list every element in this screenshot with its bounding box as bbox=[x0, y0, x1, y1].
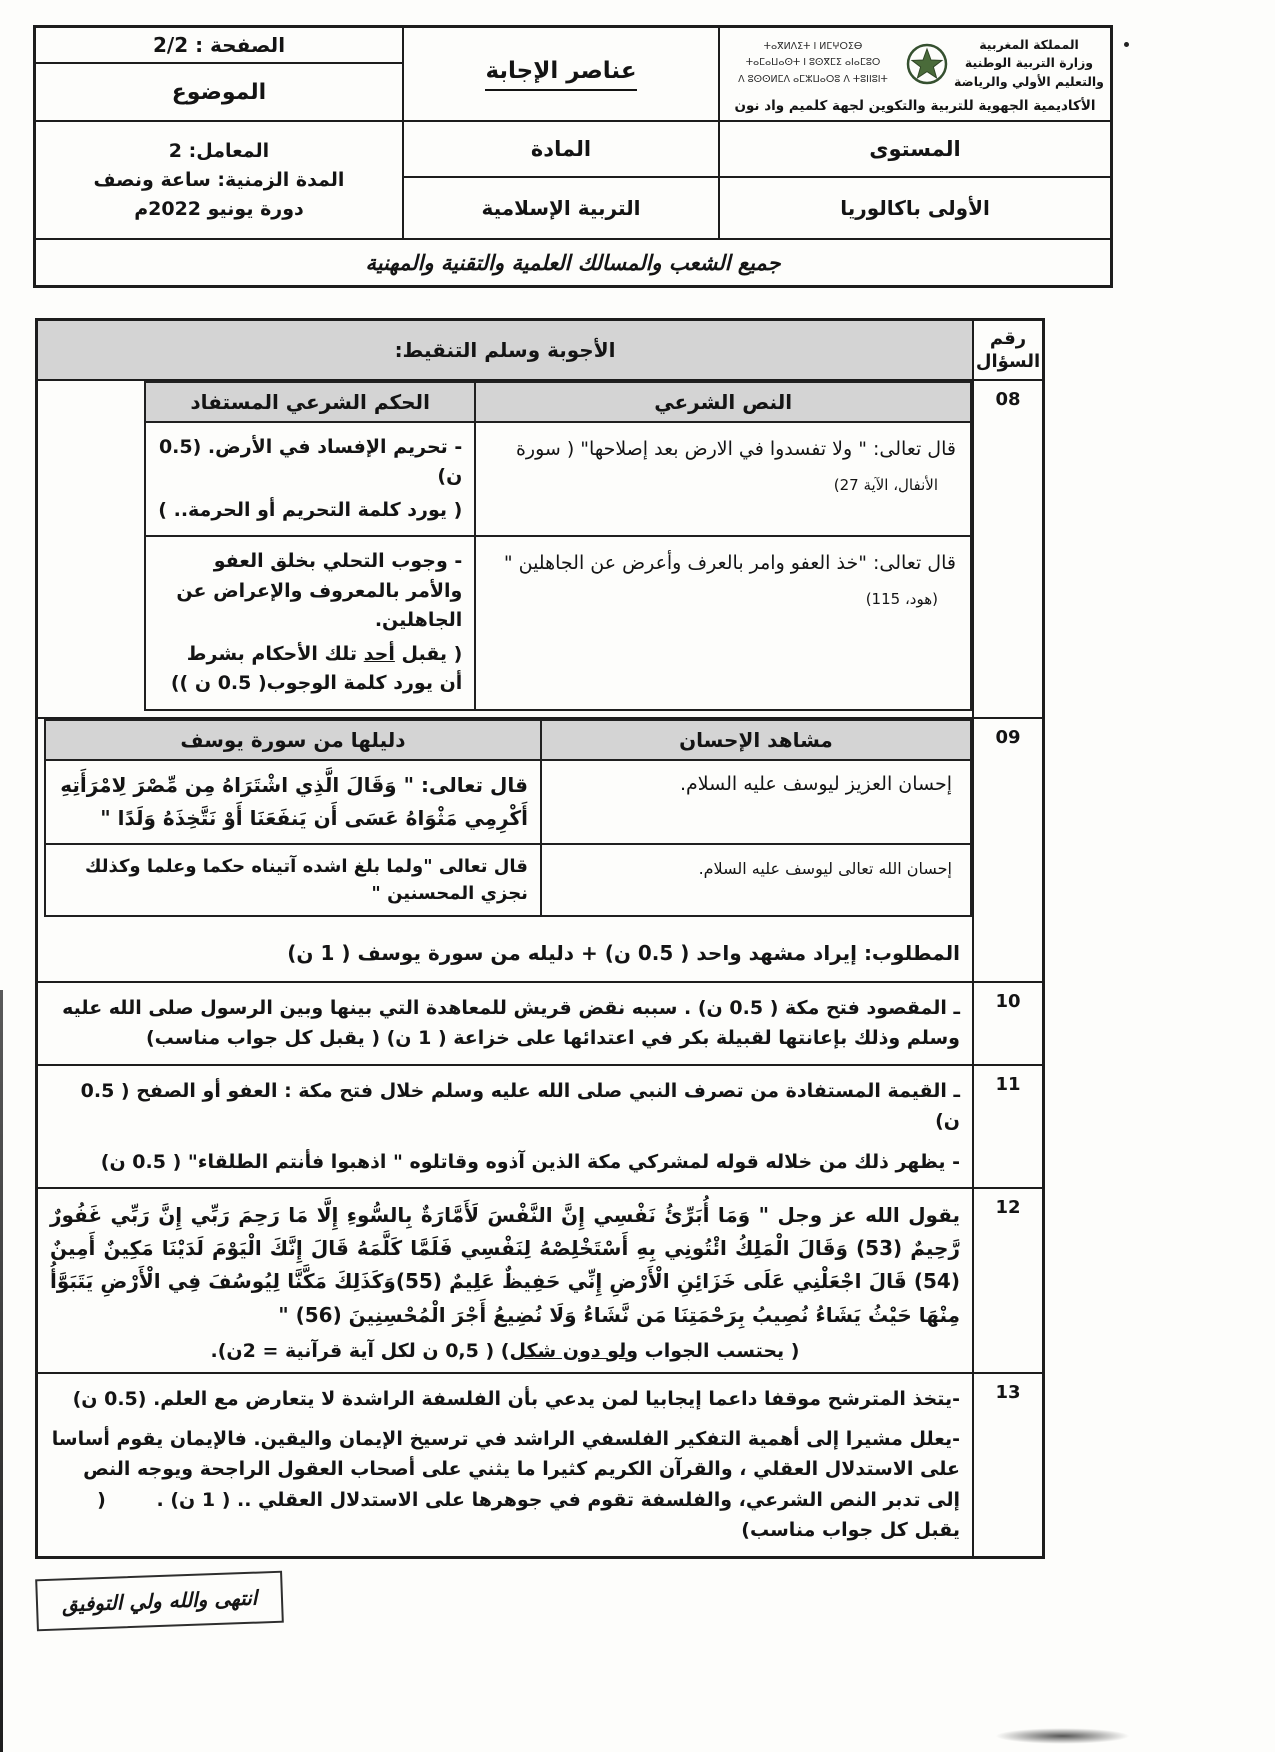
question-number-12: 12 bbox=[972, 1189, 1042, 1372]
note-part: ( يحتسب الجواب bbox=[638, 1339, 800, 1362]
question-number-09: 09 bbox=[972, 719, 1042, 981]
emblem-svg bbox=[906, 43, 948, 85]
material-label: المادة bbox=[404, 122, 718, 178]
q09-row-2 bbox=[45, 844, 971, 916]
q12-quran-verses: يقول الله عز وجل " وَمَا أُبَرِّئُ نَفْسِي إِنَّ النَّفْسَ لَأَمَّارَةٌ بِالسُّوءِ إِلَّا مَا رَحِمَ رَبِّي إِنَّ رَبِّي غَفُورٌ رَّحِيمٌ (53) وَقَالَ الْمَلِكُ ائْتُونِي بِهِ أَسْتَخْلِصْهُ لِنَفْسِي فَلَمَّا كَلَّمَهُ قَالَ إِنَّكَ الْيَوْمَ لَدَيْنَا مَكِينٌ أَمِينٌ (54) قَالَ اجْعَلْنِي عَلَى خَزَائِنِ الْأَرْضِ إِنِّي حَفِيظٌ عَلِيمٌ (55)وَكَذَلِكَ مَكَّنَّا لِيُوسُفَ فِي الْأَرْضِ يَتَبَوَّأُ مِنْهَا حَيْثُ يَشَاءُ نُصِيبُ بِرَحْمَتِنَا مَن نَّشَاءُ وَلَا نُضِيعُ أَجْرَ الْمُحْسِنِينَ (56) " bbox=[50, 1202, 960, 1327]
page-subject-column bbox=[36, 28, 402, 120]
q09-col-scenes-header: مشاهد الإحسان bbox=[541, 720, 971, 760]
note-part: تلك الأحكام بشرط أن يورد كلمة الوجوب( 0.5 ن )) bbox=[170, 642, 463, 695]
grading-header-row bbox=[38, 321, 1042, 381]
answer-elements-title: عناصر الإجابة bbox=[485, 58, 636, 91]
streams-band: جميع الشعب والمسالك العلمية والتقنية والمهنية bbox=[365, 250, 781, 275]
q08-header-row bbox=[145, 382, 971, 422]
q08-row1-ruling-note: ( يورد كلمة التحريم أو الحرمة.. ) bbox=[158, 498, 463, 521]
scan-artifact bbox=[0, 990, 3, 1752]
q08-row1-ruling-cell bbox=[145, 422, 475, 536]
q08-row2-text-cell bbox=[475, 536, 971, 709]
q11-content bbox=[38, 1066, 972, 1187]
level-label: المستوى bbox=[720, 122, 1110, 178]
q08-row1-ruling: - تحريم الإفساد في الأرض. (0.5 ن) bbox=[158, 436, 463, 488]
academy-name: الأكاديمية الجهوية للتربية والتكوين لجهة كلميم واد نون bbox=[734, 98, 1096, 114]
q12-grading-note bbox=[38, 1334, 972, 1372]
closing-note-box bbox=[35, 1570, 284, 1631]
closing-note: انتهى والله ولي التوفيق bbox=[61, 1585, 258, 1617]
q08-table bbox=[144, 381, 972, 711]
q11-answer-line2: - يظهر ذلك من خلاله قوله لمشركي مكة الذين آذوه وقاتلوه " اذهبوا فأنتم الطلقاء" ( 0.5 ن) bbox=[100, 1150, 960, 1173]
note-part: ( يقبل bbox=[394, 642, 463, 665]
subject-box-label: الموضوع bbox=[171, 79, 267, 105]
question-row-10 bbox=[38, 983, 1042, 1066]
q09-row-1 bbox=[45, 760, 971, 844]
answers-scale-header: الأجوبة وسلم التنقيط: bbox=[38, 321, 972, 379]
q12-content bbox=[38, 1189, 972, 1372]
q09-row2-scene: إحسان الله تعالى ليوسف عليه السلام. bbox=[541, 844, 971, 916]
q08-row1-text-cell bbox=[475, 422, 971, 536]
authority-arabic bbox=[954, 36, 1104, 90]
tifinagh-line-1: ⵜⴰⴳⵍⴷⵉⵜ ⵏ ⵍⵎⵖⵔⵉⴱ bbox=[763, 41, 863, 53]
q10-answer: ـ المقصود فتح مكة ( 0.5 ن) . سببه نقض قريش للمعاهدة التي بينها وبين الرسول صلى الله عليه وسلم وذلك بإعانتها لقبيلة بكر في اعتدائها على خزاعة ( 1 ن) ( يقبل كل جواب مناسب) bbox=[62, 997, 960, 1050]
header-row-2 bbox=[36, 122, 1110, 240]
q09-table bbox=[44, 719, 972, 917]
q09-row1-evidence: قال تعالى: " وَقَالَ الَّذِي اشْتَرَاهُ مِن مِّصْرَ لِامْرَأَتِهِ أَكْرِمِي مَثْوَاهُ عَسَى أَن يَنفَعَنَا أَوْ نَتَّخِذَهُ وَلَدًا " bbox=[45, 760, 541, 844]
q10-content bbox=[38, 983, 972, 1064]
q08-row1-reference: الأنفال، الآية 27) bbox=[833, 475, 938, 494]
header-table bbox=[33, 25, 1113, 288]
header-row-1 bbox=[36, 28, 1110, 122]
q08-row2-ruling-cell bbox=[145, 536, 475, 709]
tifinagh-line-3: ⴷ ⵓⵙⵙⵍⵎⴷ ⴰⵎⵣⵡⴰⵔⵓ ⴷ ⵜⵓⵏⵏⵓⵏⵜ bbox=[738, 73, 888, 85]
q13-content bbox=[38, 1374, 972, 1556]
question-number-header bbox=[972, 321, 1042, 379]
question-row-13 bbox=[38, 1374, 1042, 1556]
kingdom-name: المملكة المغربية bbox=[979, 37, 1079, 53]
question-number-08: 08 bbox=[972, 381, 1042, 717]
duration: المدة الزمنية: ساعة ونصف bbox=[93, 169, 345, 191]
authority-cell bbox=[718, 28, 1110, 120]
page-number: الصفحة : 2/2 bbox=[36, 28, 402, 64]
q08-row2-reference: (هود، 115) bbox=[865, 589, 938, 608]
ministry-name-line2: والتعليم الأولي والرياضة bbox=[954, 73, 1104, 89]
ministry-emblem-icon bbox=[904, 43, 950, 85]
authority-top bbox=[726, 31, 1104, 96]
q09-requirement-note: المطلوب: إيراد مشهد واحد ( 0.5 ن) + دليله من سورة يوسف ( 1 ن) bbox=[287, 941, 960, 965]
q08-row2-ruling-note bbox=[158, 640, 462, 699]
question-number-13: 13 bbox=[972, 1374, 1042, 1556]
q13-answer-line1: -يتخذ المترشح موقفا داعما إيجابيا لمن يدعي بأن الفلسفة الراشدة لا يتعارض مع العلم. (0.5 ن) bbox=[72, 1387, 960, 1410]
q08-col-ruling-header: الحكم الشرعي المستفاد bbox=[145, 382, 475, 422]
material-value: التربية الإسلامية bbox=[481, 196, 641, 220]
session: دورة يونيو 2022م bbox=[134, 198, 304, 220]
scan-artifact bbox=[995, 1728, 1130, 1744]
question-row-11 bbox=[38, 1066, 1042, 1189]
qnum-header-line2: السؤال bbox=[975, 351, 1041, 372]
q09-row1-scene: إحسان العزيز ليوسف عليه السلام. bbox=[541, 760, 971, 844]
q09-header-row bbox=[45, 720, 971, 760]
question-number-11: 11 bbox=[972, 1066, 1042, 1187]
answer-elements-title-cell bbox=[402, 28, 718, 120]
q13-justification: -يعلل مشيرا إلى أهمية التفكير الفلسفي الراشد في ترسيخ الإيمان واليقين. فالإيمان يقوم أساسا على الاستدلال العقلي ، والقرآن الكريم كثيرا ما يثني على أصحاب العقول الراجحة ويوجه النص إلى تدبر النص الشرعي، والفلسفة تقوم في جوهرها على الاستدلال العقلي .. ( 1 ن) . bbox=[51, 1428, 960, 1511]
note-part-underlined: أحد bbox=[363, 642, 395, 665]
q13-answer-paragraph bbox=[38, 1419, 972, 1556]
coefficient: المعامل: 2 bbox=[168, 140, 270, 162]
note-part-underlined: ولو دون شكل bbox=[509, 1339, 639, 1362]
tifinagh-line-2: ⵜⴰⵎⴰⵡⴰⵙⵜ ⵏ ⵓⵙⴳⵎⵉ ⴰⵏⴰⵎⵓⵔ bbox=[745, 57, 881, 69]
question-row-08 bbox=[38, 381, 1042, 719]
q08-row1-verse: قال تعالى: " ولا تفسدوا في الارض بعد إصلاحها" ( سورة bbox=[515, 438, 956, 460]
scan-artifact bbox=[1124, 42, 1129, 47]
q11-answer-line1: ـ القيمة المستفادة من تصرف النبي صلى الله عليه وسلم خلال فتح مكة : العفو أو الصفح ( 0.5 ن) bbox=[80, 1079, 960, 1133]
level-value: الأولى باكالوريا bbox=[840, 196, 990, 220]
q09-content bbox=[38, 719, 972, 981]
q08-row2-ruling: - وجوب التحلي بخلق العفو والأمر بالمعروف والإعراض عن الجاهلين. bbox=[176, 550, 463, 632]
q08-row-2 bbox=[145, 536, 971, 709]
q08-content bbox=[38, 381, 972, 717]
footer-row bbox=[0, 1559, 1275, 1627]
question-row-09 bbox=[38, 719, 1042, 983]
q08-row-1 bbox=[145, 422, 971, 536]
note-part: ) ( 0,5 ن لكل آية قرآنية = 2ن). bbox=[210, 1339, 510, 1362]
qnum-header-line1: رقم bbox=[989, 327, 1027, 349]
grading-table bbox=[35, 318, 1045, 1559]
material-column bbox=[402, 122, 718, 238]
ministry-name-line1: وزارة التربية الوطنية bbox=[964, 55, 1094, 71]
question-row-12 bbox=[38, 1189, 1042, 1374]
q08-col-text-header: النص الشرعي bbox=[475, 382, 971, 422]
tifinagh-text bbox=[726, 39, 900, 87]
q13-accept-note: ( يقبل كل جواب مناسب) bbox=[97, 1488, 960, 1542]
exam-meta-cell bbox=[36, 122, 402, 238]
q09-row2-evidence: قال تعالى "ولما بلغ اشده آتيناه حكما وعلما وكذلك نجزي المحسنين " bbox=[45, 844, 541, 916]
question-number-10: 10 bbox=[972, 983, 1042, 1064]
q08-row2-verse: قال تعالى: "خذ العفو وامر بالعرف وأعرض عن الجاهلين " bbox=[503, 552, 956, 575]
q09-col-evidence-header: دليلها من سورة يوسف bbox=[45, 720, 541, 760]
level-column bbox=[718, 122, 1110, 238]
